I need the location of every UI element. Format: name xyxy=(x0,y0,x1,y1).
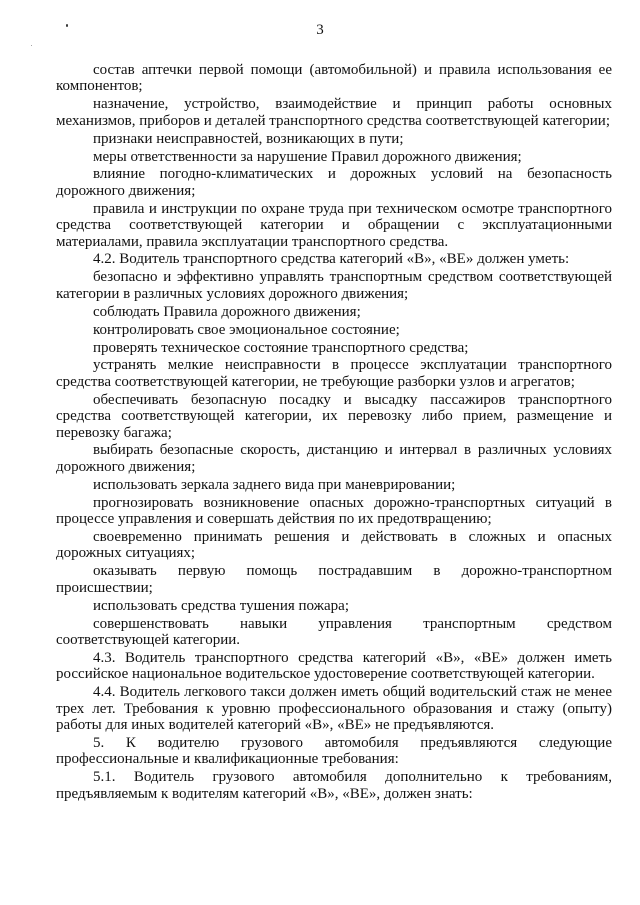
paragraph: прогнозировать возникновение опасных дорожно-транспортных ситуаций в процессе управления и совершать действия по их предотвращению; xyxy=(56,494,612,528)
scan-artifact xyxy=(66,24,68,27)
paragraph: влияние погодно-климатических и дорожных условий на безопасность дорожного движения; xyxy=(56,166,612,199)
paragraph: соблюдать Правила дорожного движения; xyxy=(93,303,361,320)
paragraph: 5. К водителю грузового автомобиля предъявляются следующие профессиональные и квалификационные требования: xyxy=(56,734,612,768)
paragraph: 4.3. Водитель транспортного средства категорий «В», «ВЕ» должен иметь российское национальное водительское удостоверение соответствующей категории. xyxy=(56,649,612,683)
paragraph: проверять техническое состояние транспортного средства; xyxy=(93,339,469,356)
paragraph: безопасно и эффективно управлять транспортным средством соответствующей категории в различных условиях дорожного движения; xyxy=(56,269,612,302)
page-number: 3 xyxy=(316,22,324,38)
paragraph: 4.2. Водитель транспортного средства категорий «В», «ВЕ» должен уметь: xyxy=(93,251,570,268)
paragraph: оказывать первую помощь пострадавшим в дорожно-транспортном происшествии; xyxy=(56,563,612,596)
paragraph: 5.1. Водитель грузового автомобиля дополнительно к требованиям, предъявляемым к водителям категорий «В», «ВЕ», должен знать: xyxy=(56,769,612,802)
paragraph: использовать зеркала заднего вида при маневрировании; xyxy=(93,476,456,493)
paragraph: обеспечивать безопасную посадку и высадку пассажиров транспортного средства соответствующей категории, их перевозку либо прием, размещение и перевозку багажа; xyxy=(56,391,612,441)
paragraph: контролировать свое эмоциональное состояние; xyxy=(93,321,400,338)
paragraph: меры ответственности за нарушение Правил дорожного движения; xyxy=(93,148,522,165)
paragraph: выбирать безопасные скорость, дистанцию и интервал в различных условиях дорожного движения; xyxy=(56,442,612,475)
paragraph: назначение, устройство, взаимодействие и принцип работы основных механизмов, приборов и деталей транспортного средства соответствующей категории; xyxy=(56,96,612,129)
paragraph: 4.4. Водитель легкового такси должен иметь общий водительский стаж не менее трех лет. Требования к уровню профессионального образования и стажу (опыту) работы для иных водителей категорий «В», «ВЕ» не предъявляются. xyxy=(56,684,612,733)
paragraph: признаки неисправностей, возникающих в пути; xyxy=(93,130,404,147)
paragraph: правила и инструкции по охране труда при техническом осмотре транспортного средства соответствующей категории и обращении с эксплуатационными материалами, правила эксплуатации транспортного средства. xyxy=(56,200,612,250)
paragraph: состав аптечки первой помощи (автомобильной) и правила использования ее компонентов; xyxy=(56,62,612,95)
paragraph: своевременно принимать решения и действовать в сложных и опасных дорожных ситуациях; xyxy=(56,528,612,562)
paragraph: совершенствовать навыки управления транспортным средством соответствующей категории. xyxy=(56,615,612,648)
paragraph: устранять мелкие неисправности в процессе эксплуатации транспортного средства соответствующей категории, не требующие разборки узлов и агрегатов; xyxy=(56,357,612,390)
document-body xyxy=(56,62,612,803)
scan-artifact xyxy=(31,45,32,46)
paragraph: использовать средства тушения пожара; xyxy=(93,597,350,614)
